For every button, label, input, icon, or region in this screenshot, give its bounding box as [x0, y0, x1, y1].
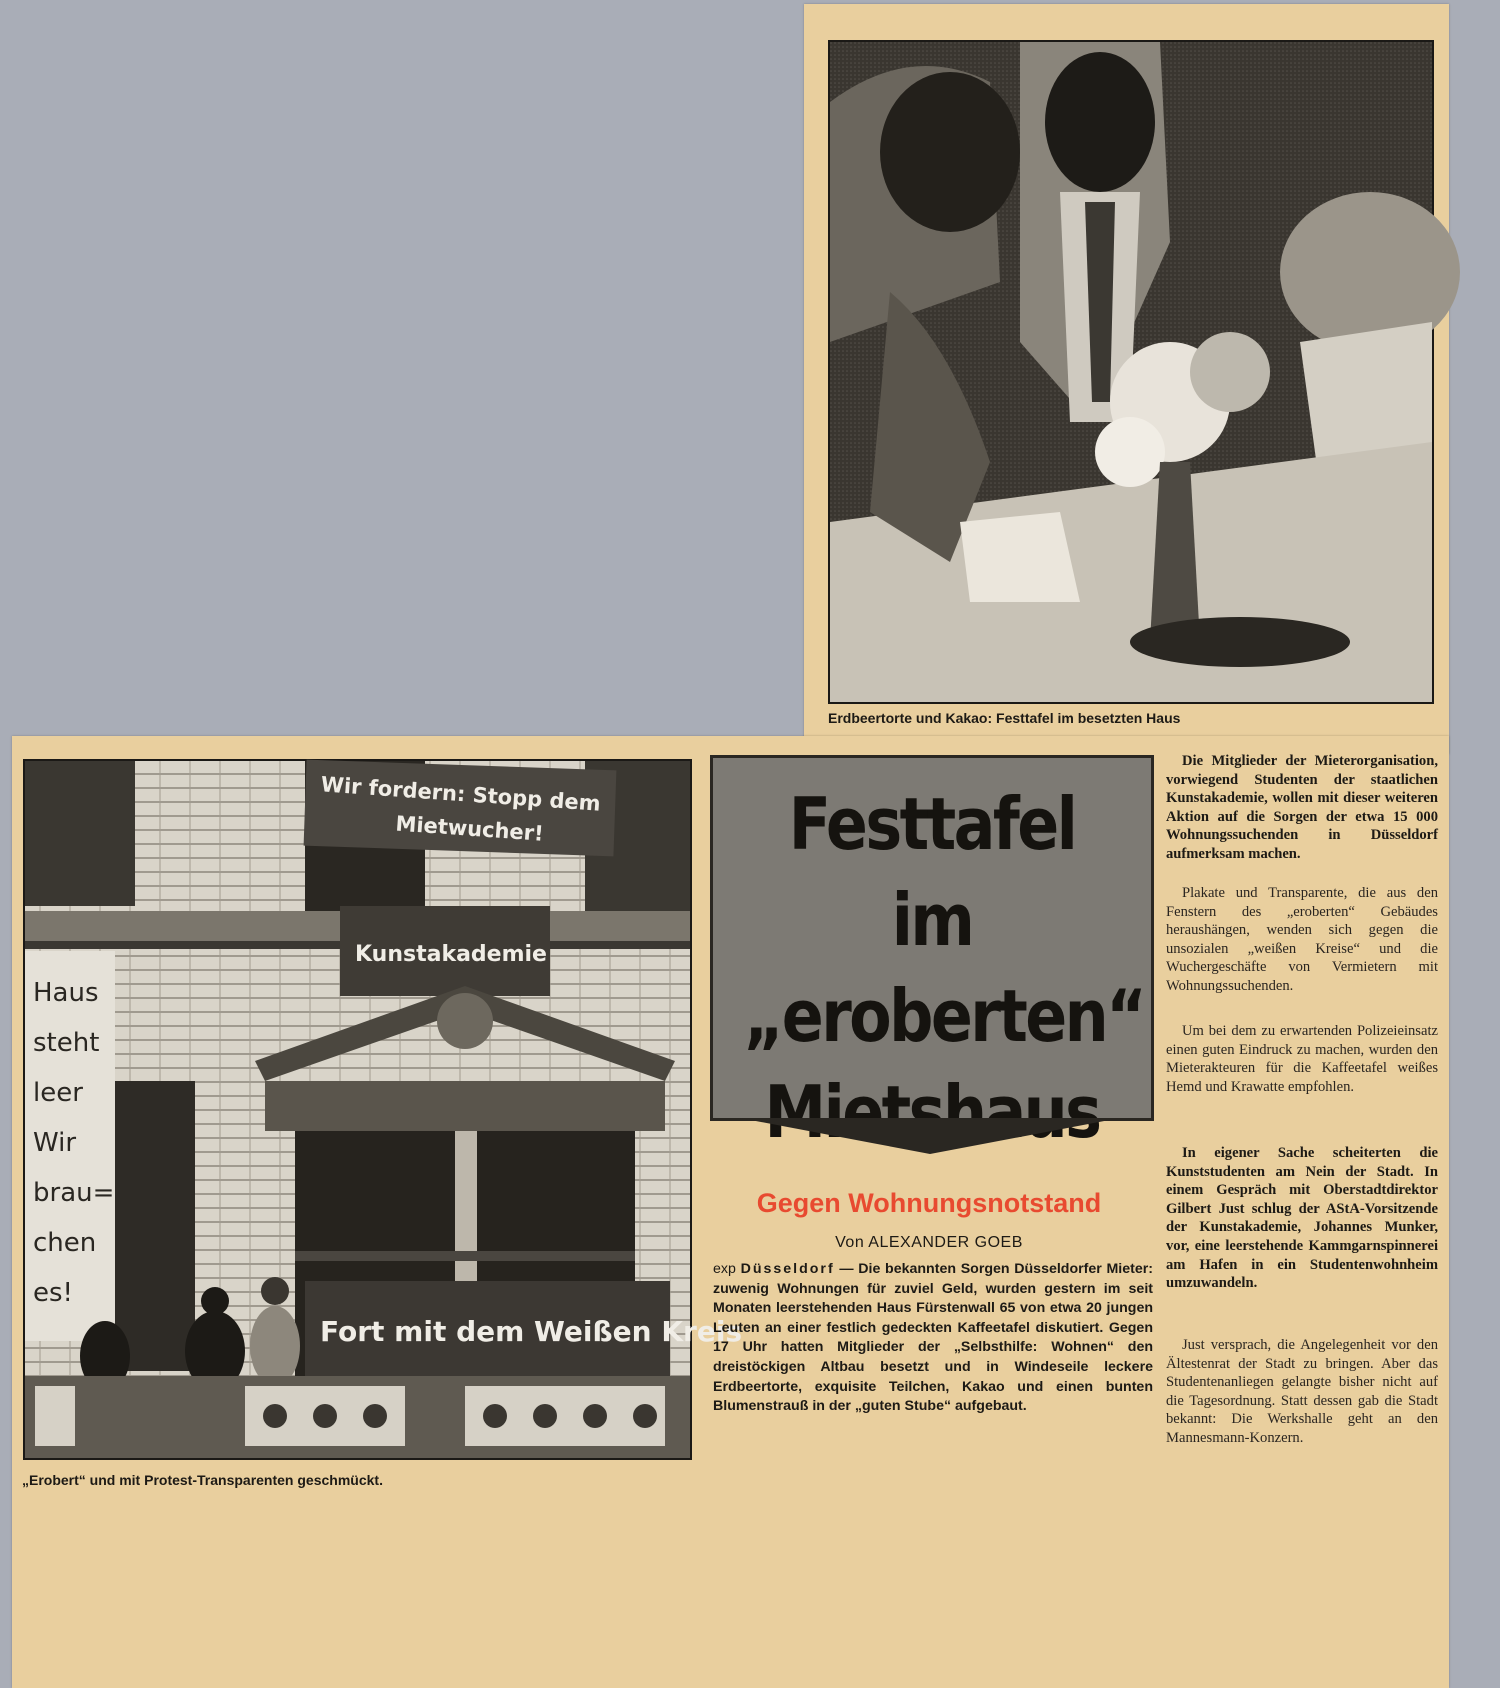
- column-paragraph-2: Plakate und Transparente, die aus den Fenstern des „eroberten“ Gebäudes heraushängen, wenden sich gegen die unsozialen „weißen Kreise“ und die Wuchergeschäfte von Vermietern mit Wohnungssuchenden.: [1166, 885, 1438, 994]
- byline: Von ALEXANDER GOEB: [835, 1234, 1023, 1251]
- column-paragraph-1: Die Mitglieder der Mieterorganisation, vorwiegend Studenten der staatlichen Kunstakademie, wollen mit dieser weiteren Aktion auf die Sorgen der etwa 15 000 Wohnungssuchenden in Düsseldorf aufmerksam machen.: [1166, 753, 1438, 862]
- subheadline: Gegen Wohnungsnotstand: [756, 1188, 1102, 1218]
- top-clipping: [804, 4, 1449, 754]
- svg-text:Mietwucher!: Mietwucher!: [394, 811, 545, 846]
- lead-text: — Die bekannten Sorgen Düsseldorfer Mieter: zuwenig Wohnungen für zuviel Geld, wurden gestern im seit Monaten leerstehenden Haus Fürstenwall 65 von etwa 20 jungen Leuten an einer festlich gedeckten Kaffeetafel diskutiert. Gegen 17 Uhr hatten Mitglieder der „Selbsthilfe: Wohnen“ den dreistöckigen Altbau besetzt und in Windeseile leckere Erdbeertorte, exquisite Teilchen, Kakao und einen bunten Blumenstrauß in der „guten Stube“ aufgebaut.: [713, 1261, 1153, 1415]
- festtafel-photo: [828, 40, 1434, 704]
- column-paragraph-5: Just versprach, die Angelegenheit vor den Ältestenrat der Stadt zu bringen. Aber das Studentenanliegen gelangte bisher nicht auf die Tagesordnung. Statt dessen gab die Stadt bekannt: Die Werkshalle geht an den Mannesmann-Konzern.: [1166, 1337, 1438, 1446]
- headline: [743, 776, 1145, 1160]
- svg-text:steht: steht: [33, 1028, 100, 1058]
- headline-line-2: „eroberten“: [743, 974, 1145, 1058]
- svg-text:Haus: Haus: [33, 978, 99, 1008]
- column-paragraph-3: Um bei dem zu erwartenden Polizeieinsatz einen guten Eindruck zu machen, wurden den Mieterakteuren für die Kaffeetafel weißes Hemd und Krawatte empfohlen.: [1166, 1023, 1438, 1095]
- festtafel-photo-image: [830, 42, 1432, 702]
- column-paragraph-4: In eigener Sache scheiterten die Kunststudenten am Nein der Stadt. In einem Gespräch mit Oberstadtdirektor Gilbert Just schlug der AStA-Vorsitzende der Kunstakademie, Johannes Munker, vor, eine leerstehende Kammgarnspinnerei am Hafen in ein Studentenwohnheim umzuwandeln.: [1166, 1145, 1438, 1292]
- lead-city: Düsseldorf: [740, 1261, 835, 1277]
- svg-text:es!: es!: [33, 1278, 73, 1308]
- headline-box: [710, 755, 1154, 1154]
- headline-line-3: Mietshaus: [764, 1070, 1100, 1154]
- headline-line-1: Festtafel im: [788, 782, 1076, 962]
- svg-text:leer: leer: [33, 1078, 83, 1108]
- svg-text:Wir fordern: Stopp dem: Wir fordern: Stopp dem: [319, 772, 602, 816]
- svg-text:Kunstakademie: Kunstakademie: [355, 942, 547, 967]
- headline-box-point: [740, 1118, 1120, 1154]
- top-photo-caption: Erdbeertorte und Kakao: Festtafel im besetzten Haus: [828, 710, 1181, 726]
- left-photo-caption: „Erobert“ und mit Protest-Transparenten geschmückt.: [22, 1472, 383, 1488]
- svg-text:chen: chen: [33, 1228, 97, 1258]
- lead-prefix: exp: [713, 1261, 736, 1277]
- svg-text:Fort mit dem Weißen Kreis: Fort mit dem Weißen Kreis: [320, 1315, 743, 1348]
- svg-text:brau=: brau=: [33, 1178, 115, 1208]
- svg-text:Wir: Wir: [33, 1128, 77, 1158]
- lead-paragraph: [713, 1260, 1153, 1417]
